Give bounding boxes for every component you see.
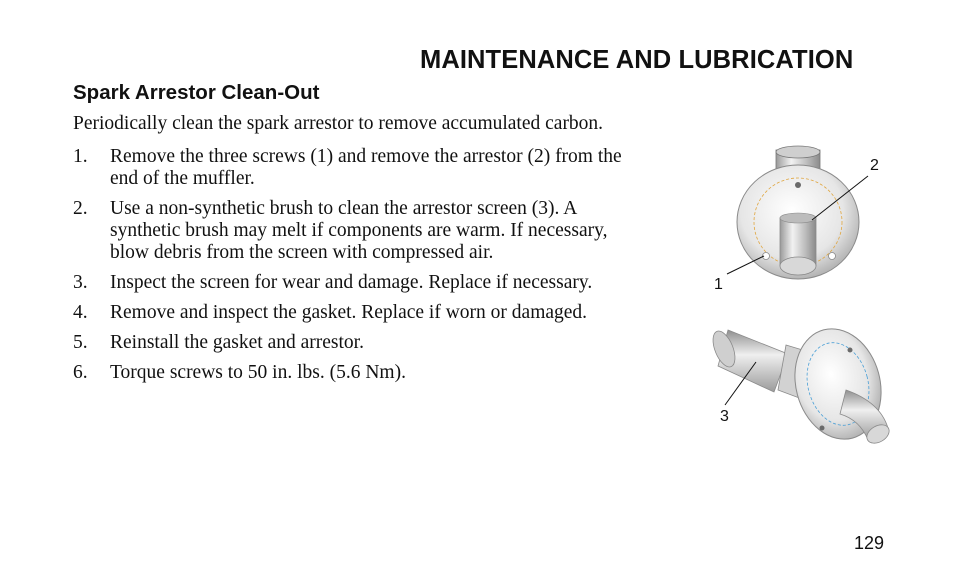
arrestor-screen-view bbox=[709, 319, 894, 449]
subsection-title: Spark Arrestor Clean-Out bbox=[73, 81, 320, 104]
step-number: 5. bbox=[73, 332, 88, 353]
section-header: MAINTENANCE AND LUBRICATION bbox=[420, 46, 854, 74]
step-text: Remove and inspect the gasket. Replace if worn or damaged. bbox=[110, 302, 588, 323]
callout-label-arrestor: 2 bbox=[870, 157, 879, 174]
step-item bbox=[73, 362, 693, 384]
step-item bbox=[73, 146, 693, 190]
step-text: Remove the three screws (1) and remove the arrestor (2) from the end of the muffler. bbox=[110, 146, 622, 189]
step-text: Reinstall the gasket and arrestor. bbox=[110, 332, 364, 353]
arrestor-end-view bbox=[737, 146, 859, 279]
step-number: 1. bbox=[73, 146, 88, 167]
step-number: 3. bbox=[73, 272, 88, 293]
callout-label-screws: 1 bbox=[714, 276, 723, 293]
callout-label-screen: 3 bbox=[720, 408, 729, 425]
procedure-steps bbox=[73, 146, 693, 392]
intro-paragraph: Periodically clean the spark arrestor to remove accumulated carbon. bbox=[73, 113, 604, 134]
step-text: Use a non-synthetic brush to clean the arrestor screen (3). A synthetic brush may melt if components are warm. If necessary, blow debris from the screen with compressed air. bbox=[110, 198, 608, 263]
step-number: 4. bbox=[73, 302, 88, 323]
spark-arrestor-illustration bbox=[700, 140, 900, 460]
step-number: 6. bbox=[73, 362, 88, 383]
step-item bbox=[73, 272, 693, 294]
step-item bbox=[73, 302, 693, 324]
page-number: 129 bbox=[854, 533, 885, 553]
step-item bbox=[73, 198, 693, 264]
step-item bbox=[73, 332, 693, 354]
step-text: Torque screws to 50 in. lbs. (5.6 Nm). bbox=[110, 362, 406, 383]
step-text: Inspect the screen for wear and damage. Replace if necessary. bbox=[110, 272, 593, 293]
step-number: 2. bbox=[73, 198, 88, 219]
